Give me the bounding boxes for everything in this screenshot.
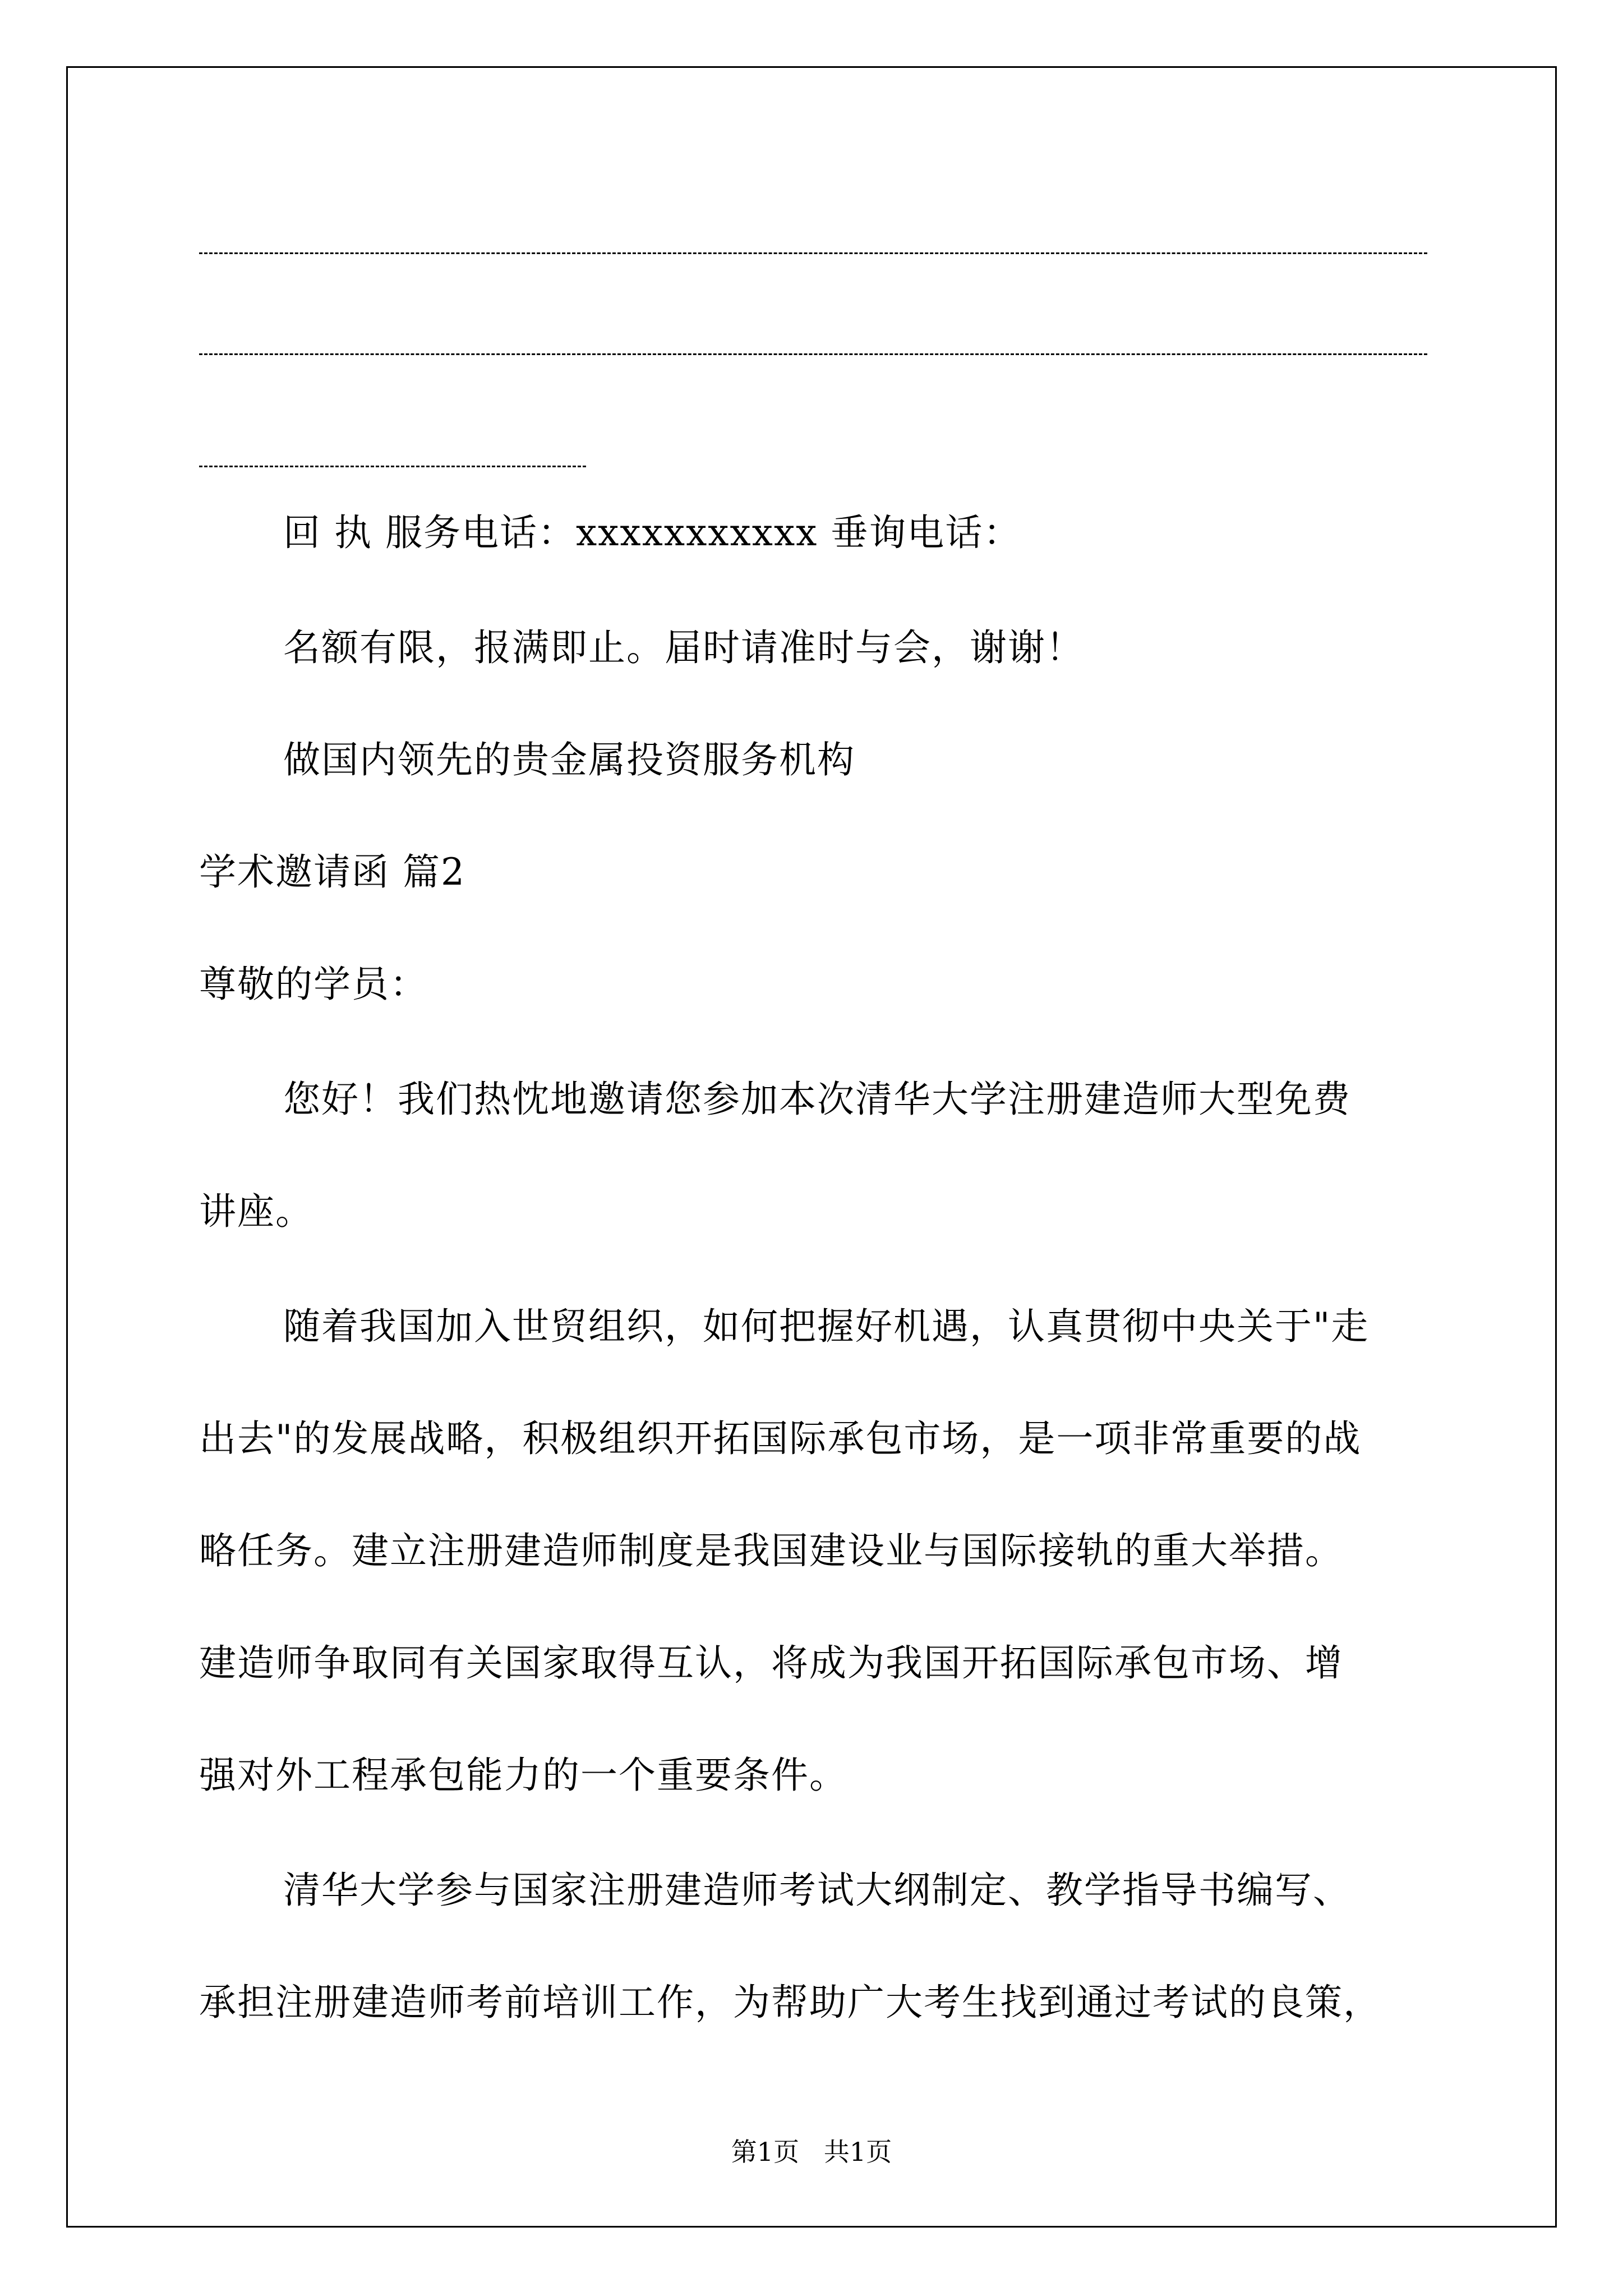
salutation: 尊敬的学员： xyxy=(199,963,428,1006)
paragraph-3-line-1: 清华大学参与国家注册建造师考试大纲制定、教学指导书编写、 xyxy=(283,1869,1351,1912)
paragraph-1-line-2: 讲座。 xyxy=(199,1190,313,1233)
blank-line-2 xyxy=(199,353,1427,355)
receipt-line: 回 执 服务电话：xxxxxxxxxxx 垂询电话： xyxy=(283,511,1022,554)
paragraph-2-line-5: 强对外工程承包能力的一个重要条件。 xyxy=(199,1754,847,1797)
paragraph-2-line-2: 出去"的发展战略，积极组织开拓国际承包市场，是一项非常重要的战 xyxy=(199,1417,1362,1460)
page-footer: 第1页 共1页 xyxy=(731,2137,892,2167)
paragraph-3-line-2: 承担注册建造师考前培训工作，为帮助广大考生找到通过考试的良策， xyxy=(199,1981,1381,2024)
paragraph-2-line-4: 建造师争取同有关国家取得互认，将成为我国开拓国际承包市场、增 xyxy=(199,1641,1343,1685)
paragraph-2-line-1: 随着我国加入世贸组织，如何把握好机遇，认真贯彻中央关于"走 xyxy=(283,1305,1370,1348)
blank-line-3 xyxy=(199,466,586,467)
paragraph-2-line-3: 略任务。建立注册建造师制度是我国建设业与国际接轨的重大举措。 xyxy=(199,1529,1343,1572)
section-heading: 学术邀请函 篇2 xyxy=(199,850,465,894)
slogan: 做国内领先的贵金属投资服务机构 xyxy=(283,738,855,781)
blank-line-1 xyxy=(199,252,1427,254)
paragraph-1-line-1: 您好！我们热忱地邀请您参加本次清华大学注册建造师大型免费 xyxy=(283,1078,1351,1121)
limit-note: 名额有限，报满即止。届时请准时与会，谢谢！ xyxy=(283,626,1084,669)
